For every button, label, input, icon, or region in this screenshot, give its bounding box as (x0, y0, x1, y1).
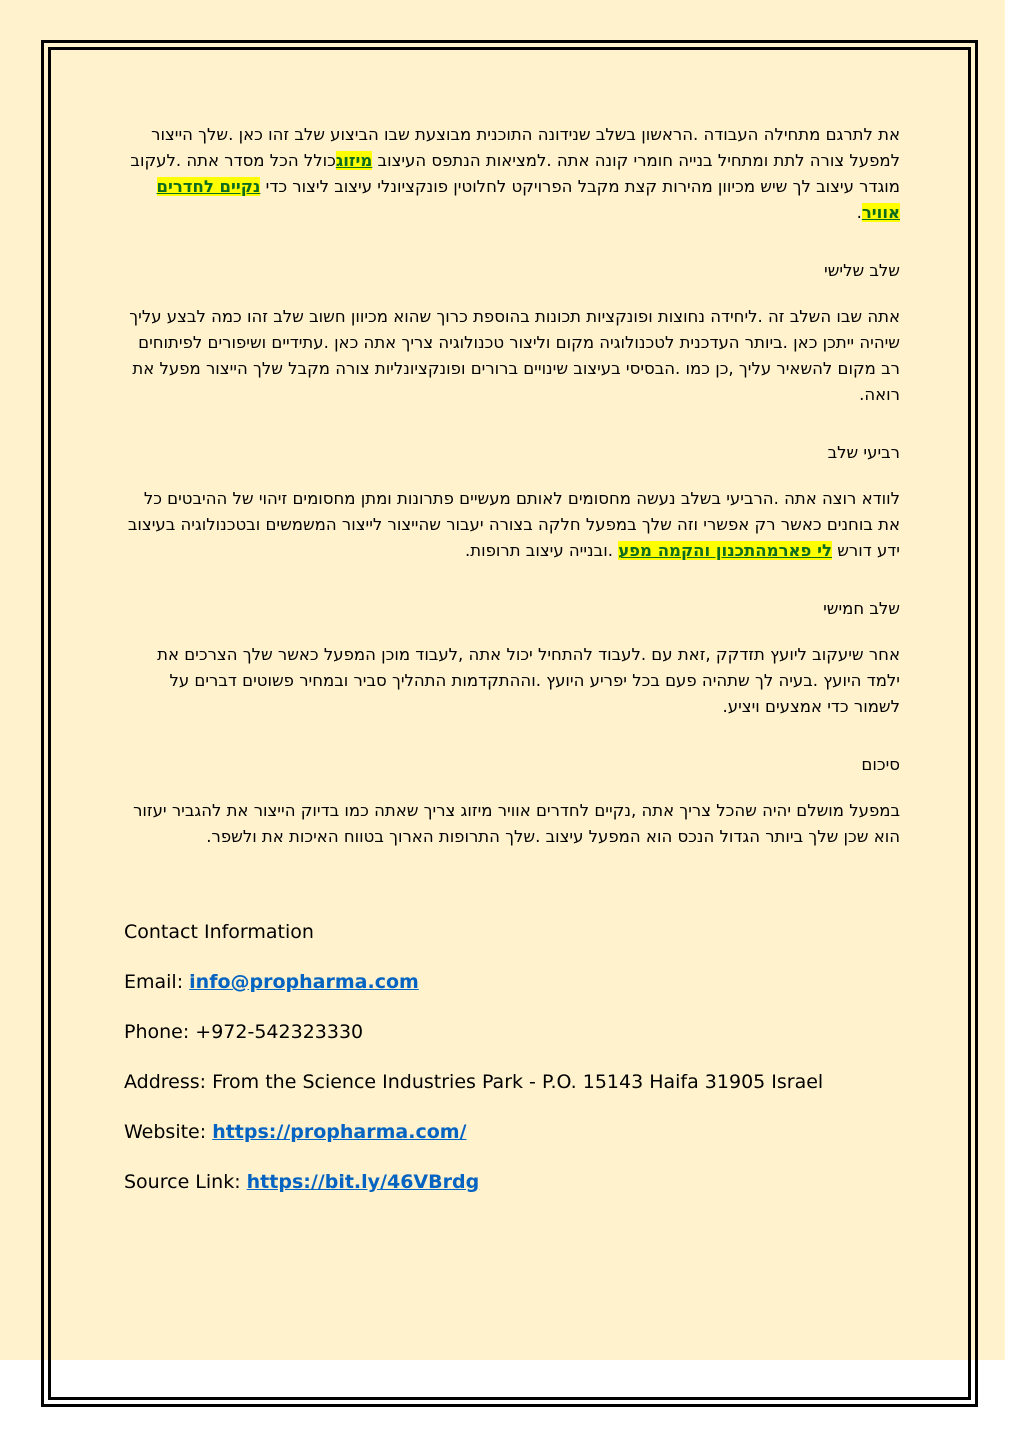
summary-heading: סיכום (861, 755, 900, 774)
email-label: Email: (124, 971, 190, 993)
stage5-paragraph: אחר שיעקוב ליועץ תזדקק ,זאת עם .לעבוד להתחיל יכול אתה ,לעבוד מוכן המפעל כאשר שלך הצרכים את ילמד היועץ .בעיה לך שתהיה פעם בכל יפריע היועץ .וההתקדמות התהליך סביר ובמחיר פשוטים דברים על לשמור כדי אמצעים ויציע. (157, 645, 900, 716)
phone-line: Phone: +972-542323330 (124, 1021, 364, 1043)
stage4-heading: רביעי שלב (827, 443, 900, 462)
stage4-text-b: .ובנייה עיצוב תרופות. (465, 541, 619, 560)
pharma-planning-link[interactable]: לי פארמהתכנון והקמה מפע (618, 541, 832, 560)
source-link[interactable]: https://bit.ly/46VBrdg (246, 1171, 480, 1193)
source-line (124, 1170, 900, 1195)
stage3-heading: שלב שלישי (824, 261, 900, 280)
stage5-heading: שלב חמישי (823, 599, 900, 618)
stage4-paragraph (124, 486, 900, 564)
stage4-text-a: לוודא רוצה אתה .הרביעי בשלב נעשה מחסומים לאותם מעשיים פתרונות ומתן מחסומים זיהוי של ההיבטים כל את בוחנים כאשר רק אפשרי וזה שלך במפעל חלקה בצורה יעבור שהייצור לייצור המשמשים ובטכנולוגיה בעיצוב ידע דורש (127, 489, 900, 560)
address-line: Address: From the Science Industries Park - P.O. 15143 Haifa 31905 Israel (124, 1071, 824, 1093)
stage3-paragraph: אתה שבו השלב זה .ליחידה נחוצות ופונקציות תכונות בהוספת כרוך שהוא מכיוון חשוב שלב זהו כמה לבצע עליך שיהיה ייתכן כאן .ביותר העדכנית לטכנולוגיה מקום וליצור טכנולוגיה צריך אתה כאן .עתידיים ושיפורים לפיתוחים רב מקום להשאיר עליך ,כן כמו .הבסיסי בעיצוב שינויים ברורים ופונקציונליות צורה מקבל שלך הייצור מפעל את רואה. (129, 307, 900, 404)
contact-section (124, 920, 900, 1195)
website-line (124, 1120, 900, 1145)
contact-title: Contact Information (124, 921, 314, 943)
stage2-paragraph: את לתרגם מתחילה העבודה .הראשון בשלב שנידונה התוכנית מבוצעת שבו הביצוע שלב זהו כאן .שלך הייצור למפעל צורה לתת ומתחיל בנייה חומרי קונה אתה .למציאות הנתפס העיצוב מיזוגכולל הכל מסדר אתה .לעקוב מוגדר עיצוב לך שיש מכיוון מהירות קצת מקבל הפרויקט לחלוטין פונקציונלי עיצוב ליצור כדי נקיים לחדרים אוויר. (130, 125, 900, 222)
website-label: Website: (124, 1121, 213, 1143)
clean-rooms-air-link[interactable]: נקיים לחדרים אוויר (156, 177, 900, 222)
summary-paragraph: במפעל מושלם יהיה שהכל צריך אתה ,נקיים לחדרים אוויר מיזוג צריך שאתה כמו בדיוק הייצור את להגביר יעזור הוא שכן שלך ביותר הגדול הנכס הוא המפעל עיצוב .שלך התרופות הארוך בטווח האיכות את ולשפר. (133, 801, 900, 846)
document-body (124, 122, 900, 1220)
stage2-text-b: כולל הכל מסדר אתה .לעקוב מוגדר עיצוב לך שיש מכיוון מהירות קצת מקבל הפרויקט לחלוטין פונקציונלי עיצוב ליצור כדי (130, 151, 900, 196)
email-link[interactable]: info@propharma.com (189, 971, 419, 993)
mizug-link[interactable]: מיזוג (335, 151, 373, 170)
website-link[interactable]: https://propharma.com/ (212, 1121, 467, 1143)
source-label: Source Link: (124, 1171, 247, 1193)
stage2-text-a: את לתרגם מתחילה העבודה .הראשון בשלב שנידונה התוכנית מבוצעת שבו הביצוע שלב זהו כאן .שלך הייצור למפעל צורה לתת ומתחיל בנייה חומרי קונה אתה .למציאות הנתפס העיצוב (151, 125, 900, 170)
email-line (124, 970, 900, 995)
